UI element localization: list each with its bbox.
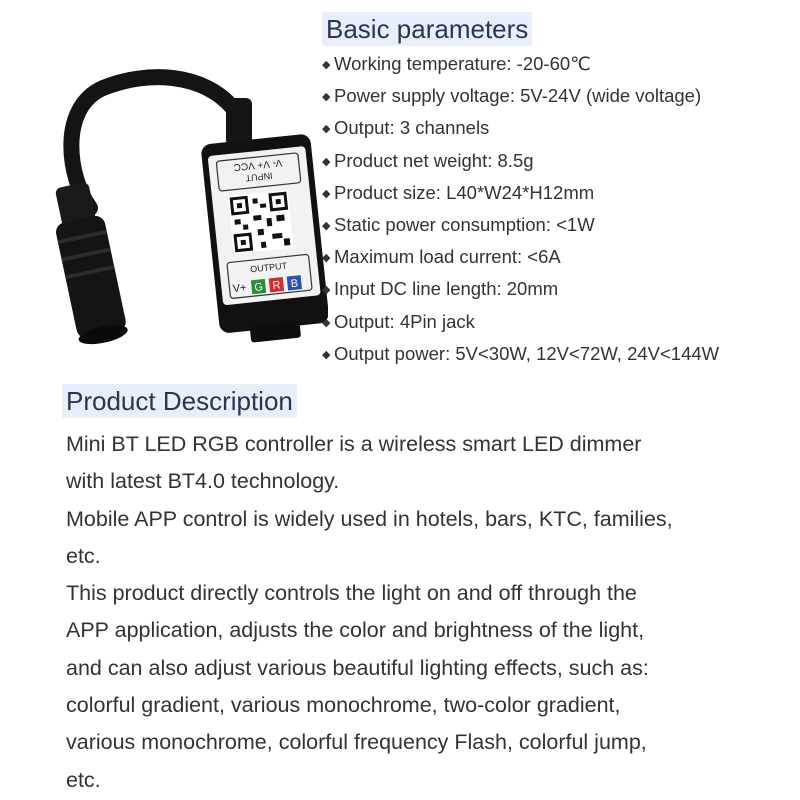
list-item: ◆ Product size: L40*W24*H12mm — [322, 177, 719, 209]
diamond-bullet-icon: ◆ — [322, 284, 331, 297]
svg-text:R: R — [271, 279, 282, 293]
svg-text:OUTPUT: OUTPUT — [249, 260, 288, 275]
list-item: ◆ Output: 4Pin jack — [322, 306, 719, 338]
list-item: ◆ Input DC line length: 20mm — [322, 273, 719, 305]
diamond-bullet-icon: ◆ — [322, 155, 331, 168]
list-item: ◆ Output power: 5V<30W, 12V<72W, 24V<144W — [322, 338, 719, 370]
description-line: colorful gradient, various monochrome, two-color gradient, — [66, 693, 621, 718]
qr-code — [228, 190, 294, 254]
description-line: etc. — [66, 543, 101, 568]
diamond-bullet-icon: ◆ — [322, 348, 331, 361]
description-line: APP application, adjusts the color and brightness of the light, — [66, 618, 645, 643]
svg-text:B: B — [290, 277, 299, 291]
diamond-bullet-icon: ◆ — [322, 123, 331, 136]
list-item: ◆ Output: 3 channels — [322, 112, 719, 144]
product-description-body — [66, 426, 786, 799]
diamond-bullet-icon: ◆ — [322, 316, 331, 329]
svg-text:INPUT: INPUT — [245, 170, 274, 184]
list-item: ◆ Working temperature: -20-60℃ — [322, 48, 719, 80]
dc-jack — [47, 180, 129, 348]
product-image — [28, 58, 328, 358]
list-item: ◆ Product net weight: 8.5g — [322, 145, 719, 177]
description-line: Mobile APP control is widely used in hotels, bars, KTC, families, — [66, 506, 673, 531]
description-line: various monochrome, colorful frequency Flash, colorful jump, — [66, 730, 647, 755]
list-item: ◆ Maximum load current: <6A — [322, 241, 719, 273]
diamond-bullet-icon: ◆ — [322, 59, 331, 71]
product-description-heading: Product Description — [62, 384, 297, 418]
description-line: with latest BT4.0 technology. — [66, 469, 340, 494]
description-line: Mini BT LED RGB controller is a wireless smart LED dimmer — [66, 432, 642, 456]
basic-parameters-heading: Basic parameters — [322, 12, 532, 46]
diamond-bullet-icon: ◆ — [322, 91, 331, 104]
svg-text:G: G — [253, 281, 264, 295]
list-item: ◆ Static power consumption: <1W — [322, 209, 719, 241]
diamond-bullet-icon: ◆ — [322, 252, 331, 265]
svg-text:V+: V+ — [232, 281, 248, 296]
description-line: This product directly controls the light on and off through the — [66, 581, 637, 606]
svg-text:V- V+ VCC: V- V+ VCC — [233, 156, 283, 173]
strain-relief — [226, 98, 252, 146]
controller-body — [200, 133, 328, 345]
list-item: ◆ Power supply voltage: 5V-24V (wide voltage) — [322, 80, 719, 112]
basic-parameters-list — [322, 48, 719, 370]
description-line: etc. — [66, 767, 101, 792]
description-line: and can also adjust various beautiful lighting effects, such as: — [66, 655, 649, 680]
diamond-bullet-icon: ◆ — [322, 187, 331, 200]
diamond-bullet-icon: ◆ — [322, 219, 331, 232]
